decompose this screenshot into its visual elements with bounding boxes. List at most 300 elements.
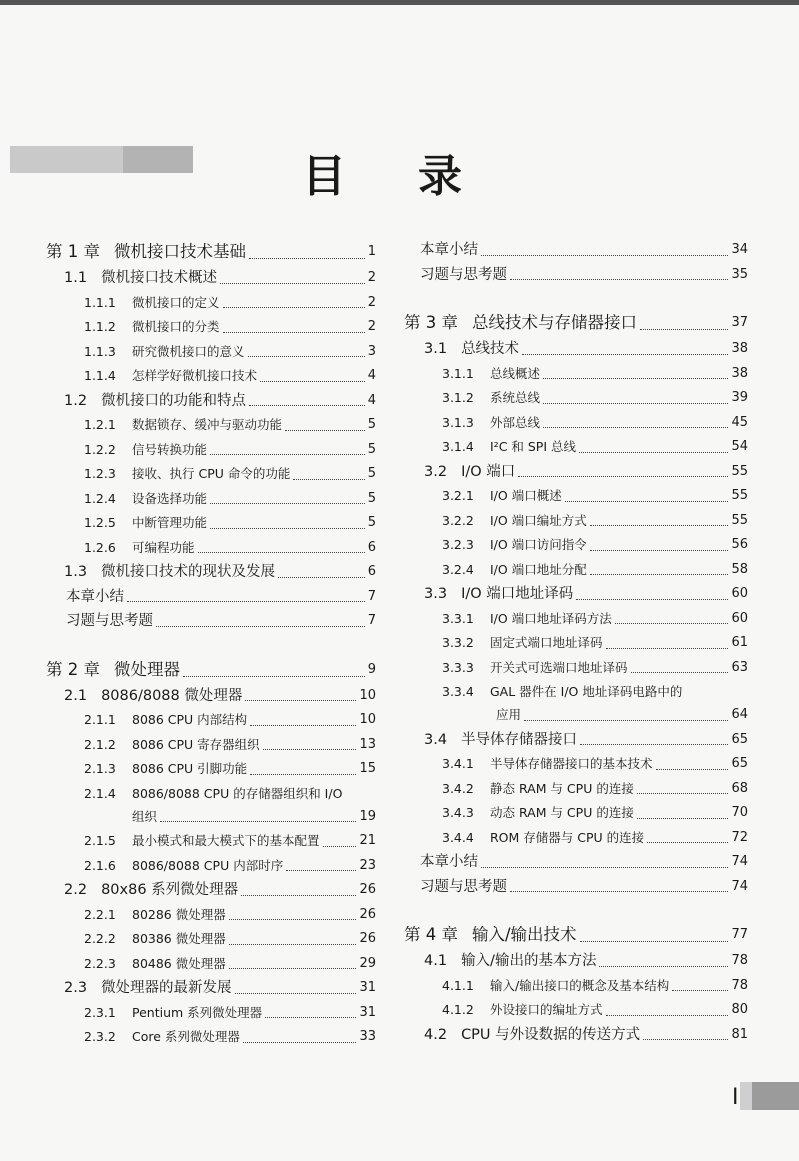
toc-entry[interactable] [46, 364, 376, 389]
title-char-1: 目 [302, 151, 346, 202]
toc-leader-dots [637, 818, 729, 819]
toc-entry-number: 3.3.2 [442, 635, 474, 650]
toc-entry-page: 5 [367, 441, 376, 457]
toc-entry[interactable] [400, 875, 748, 900]
toc-entry-title: I/O 端口 [461, 463, 516, 480]
toc-entry-title: 80x86 系列微处理器 [101, 882, 239, 898]
toc-entry[interactable] [400, 582, 748, 607]
toc-entry-title: 半导体存储器接口的基本技术 [490, 756, 653, 771]
toc-entry[interactable] [400, 411, 748, 436]
toc-entry-title: 怎样学好微机接口技术 [132, 368, 258, 383]
toc-entry-title: 研究微机接口的意义 [132, 343, 245, 359]
toc-entry[interactable] [400, 949, 748, 974]
toc-entry-number: 4.1 [424, 953, 448, 969]
toc-entry[interactable] [46, 585, 376, 610]
toc-leader-dots [565, 501, 729, 502]
toc-entry[interactable] [400, 826, 748, 851]
toc-entry-number: 1.2.4 [84, 490, 116, 506]
toc-entry-page: 6 [367, 564, 376, 579]
toc-entry-page: 61 [731, 635, 748, 650]
toc-entry[interactable] [400, 263, 748, 288]
toc-entry[interactable] [46, 560, 376, 585]
toc-entry-number: 1.1.2 [84, 319, 116, 334]
toc-entry[interactable] [46, 854, 376, 879]
toc-leader-dots [278, 577, 365, 578]
toc-entry-number: 3.1.2 [442, 390, 474, 405]
toc-entry[interactable] [400, 484, 748, 509]
toc-entry[interactable] [46, 829, 376, 854]
toc-entry[interactable] [400, 752, 748, 777]
toc-entry-page: 4 [367, 392, 376, 408]
toc-leader-dots [631, 672, 729, 673]
toc-leader-dots [522, 354, 728, 355]
toc-entry-page: 38 [731, 341, 748, 356]
toc-entry[interactable] [46, 976, 376, 1001]
toc-entry-number: 第 1 章 [46, 242, 100, 261]
toc-entry[interactable] [400, 533, 748, 558]
toc-leader-dots [160, 821, 356, 822]
toc-leader-dots [590, 574, 729, 575]
toc-entry-title: Pentium 系列微处理器 [132, 1004, 263, 1020]
header-decor-bar [10, 146, 193, 173]
toc-entry[interactable] [400, 607, 748, 632]
toc-entry[interactable] [46, 413, 376, 438]
toc-entry-title: 本章小结 [420, 242, 478, 258]
toc-entry-title: 信号转换功能 [132, 441, 208, 457]
toc-leader-dots [249, 405, 365, 406]
toc-entry[interactable] [46, 511, 376, 536]
toc-entry-number: 2.2.3 [84, 955, 116, 971]
toc-entry-page: 2 [367, 319, 376, 334]
toc-leader-dots [293, 479, 364, 480]
toc-entry-page: 65 [731, 756, 748, 771]
toc-entry-title: 固定式端口地址译码 [490, 635, 603, 650]
toc-entry-page: 13 [359, 736, 376, 752]
toc-entry-number: 3.2.4 [442, 561, 474, 577]
toc-entry-number: 4.1.2 [442, 1002, 474, 1017]
toc-entry[interactable] [46, 315, 376, 340]
toc-entry-page: 60 [731, 610, 748, 626]
toc-entry-number: 2.1 [64, 687, 88, 704]
toc-entry-number: 1.2.1 [84, 417, 116, 432]
toc-entry-page: 68 [731, 780, 748, 796]
toc-entry-title: 系统总线 [490, 390, 541, 405]
toc-entry-page: 54 [731, 439, 748, 454]
toc-entry-number: 4.1.1 [442, 977, 474, 993]
toc-entry-title: 总线概述 [490, 365, 541, 381]
toc-entry-title: 最小模式和最大模式下的基本配置 [132, 833, 320, 848]
toc-entry-page: 45 [731, 414, 748, 430]
title-char-2: 录 [418, 151, 462, 202]
toc-entry[interactable] [46, 266, 376, 291]
toc-leader-dots [481, 867, 728, 868]
toc-entry-number: 3.2.2 [442, 512, 474, 528]
toc-entry[interactable] [46, 487, 376, 512]
toc-entry-page: 15 [359, 761, 376, 776]
toc-entry-page: 56 [731, 537, 748, 552]
toc-entry-title: 微机接口技术基础 [114, 242, 246, 261]
toc-leader-dots [210, 503, 365, 504]
toc-entry-number: 3.2 [424, 463, 448, 480]
toc-entry-page: 39 [731, 390, 748, 405]
toc-entry-number: 2.1.5 [84, 833, 116, 848]
toc-entry[interactable] [46, 733, 376, 758]
toc-leader-dots [615, 623, 729, 624]
toc-entry[interactable] [400, 998, 748, 1023]
toc-leader-dots [183, 676, 365, 677]
toc-entry-title: 本章小结 [420, 854, 478, 870]
toc-entry-page: 29 [359, 955, 376, 971]
toc-leader-dots [260, 381, 365, 382]
toc-entry-title: I/O 端口地址译码 [461, 586, 574, 602]
toc-entry-page: 10 [359, 712, 376, 727]
toc-gap [400, 287, 748, 309]
toc-leader-dots [223, 307, 365, 308]
toc-entry[interactable] [400, 728, 748, 753]
toc-entry-title: I²C 和 SPI 总线 [490, 439, 577, 454]
toc-entry-number: 1.2.5 [84, 515, 116, 530]
toc-entry[interactable] [400, 656, 748, 681]
toc-entry-title: ROM 存储器与 CPU 的连接 [490, 829, 645, 845]
toc-entry-page: 7 [367, 613, 376, 628]
toc-entry-page: 5 [367, 417, 376, 432]
toc-entry[interactable] [400, 460, 748, 485]
toc-entry[interactable] [400, 238, 748, 263]
toc-entry-page: 63 [731, 659, 748, 675]
toc-entry-number: 1.1.1 [84, 294, 116, 310]
page-title [302, 150, 462, 204]
toc-entry-title: 总线技术 [461, 341, 520, 357]
toc-entry-number: 1.2.6 [84, 539, 116, 555]
toc-leader-dots [198, 552, 365, 553]
toc-entry-title: 微机接口的定义 [132, 294, 220, 310]
toc-entry-page: 77 [731, 927, 748, 942]
toc-entry-number: 第 3 章 [404, 313, 458, 332]
toc-leader-dots [647, 842, 728, 843]
toc-column-right [400, 238, 748, 1047]
toc-entry[interactable] [46, 684, 376, 709]
toc-entry-title: 80386 微处理器 [132, 931, 226, 946]
toc-entry[interactable] [46, 782, 376, 807]
toc-entry-title: 微机接口的分类 [132, 319, 220, 334]
toc-leader-dots [265, 1017, 356, 1018]
toc-entry[interactable] [400, 850, 748, 875]
toc-entry[interactable] [46, 903, 376, 928]
toc-entry-title: 设备选择功能 [132, 490, 208, 506]
toc-entry-number: 3.1.3 [442, 414, 474, 430]
toc-entry-title: GAL 器件在 I/O 地址译码电路中的 [490, 684, 683, 699]
toc-entry-number: 3.3 [424, 586, 448, 602]
toc-entry-number: 3.4.3 [442, 805, 474, 820]
toc-entry-page: 80 [731, 1002, 748, 1017]
toc-entry-number: 2.3.1 [84, 1004, 116, 1020]
toc-leader-dots [323, 846, 357, 847]
toc-entry-title: 80486 微处理器 [132, 955, 226, 971]
toc-leader-dots [637, 793, 729, 794]
toc-entry-number: 3.4.4 [442, 829, 474, 845]
toc-entry-title: 微处理器的最新发展 [101, 980, 232, 996]
toc-entry-number: 3.2.3 [442, 537, 474, 552]
toc-entry-title: 微机接口技术的现状及发展 [101, 564, 276, 580]
toc-entry-number: 2.1.3 [84, 761, 116, 776]
toc-entry-number: 2.2 [64, 882, 88, 898]
toc-entry-title: I/O 端口概述 [490, 488, 562, 503]
toc-entry-page: 55 [731, 488, 748, 503]
toc-entry-number: 3.3.3 [442, 659, 474, 675]
toc-entry-page: 6 [367, 539, 376, 555]
toc-entry-page: 37 [731, 315, 748, 330]
toc-entry-page: 2 [367, 270, 376, 285]
toc-leader-dots [229, 968, 357, 969]
toc-entry-page: 19 [359, 808, 376, 824]
toc-leader-dots [510, 279, 728, 280]
toc-entry-page: 31 [359, 980, 376, 995]
toc-entry-number: 3.3.4 [442, 684, 474, 699]
toc-entry-page: 55 [731, 463, 748, 479]
toc-entry-number: 2.1.2 [84, 736, 116, 752]
toc-entry-number: 4.2 [424, 1026, 448, 1043]
toc-entry[interactable] [400, 777, 748, 802]
toc-leader-dots [248, 356, 365, 357]
toc-entry-page: 64 [731, 707, 748, 722]
toc-leader-dots [223, 332, 365, 333]
toc-entry-title: I/O 端口地址分配 [490, 561, 587, 577]
toc-entry-number: 2.2.1 [84, 906, 116, 922]
toc-leader-dots [249, 258, 365, 259]
toc-entry-title: 8086/8088 微处理器 [101, 687, 243, 704]
toc-leader-dots [235, 993, 357, 994]
toc-leader-dots [524, 720, 728, 721]
toc-leader-dots [286, 870, 356, 871]
toc-entry-number: 1.1.4 [84, 368, 116, 383]
toc-leader-dots [543, 427, 728, 428]
toc-entry[interactable] [400, 337, 748, 362]
toc-leader-dots [672, 990, 728, 991]
toc-entry-title: CPU 与外设数据的传送方式 [461, 1026, 641, 1043]
toc-entry-title: 动态 RAM 与 CPU 的连接 [490, 805, 634, 820]
toc-entry-number: 3.1 [424, 341, 448, 357]
toc-entry-page: 5 [367, 490, 376, 506]
toc-entry-page: 7 [367, 588, 376, 604]
toc-entry[interactable] [46, 1025, 376, 1050]
toc-entry-title: 输入/输出接口的概念及基本结构 [490, 977, 670, 993]
toc-entry-title: 习题与思考题 [66, 613, 153, 629]
toc-entry-number: 1.1.3 [84, 343, 116, 359]
toc-entry-number: 1.3 [64, 564, 88, 580]
toc-entry-number: 2.1.6 [84, 857, 116, 873]
toc-entry-number: 2.1.4 [84, 785, 116, 801]
toc-entry[interactable] [400, 362, 748, 387]
toc-entry-page: 26 [359, 906, 376, 922]
toc-entry-page: 81 [731, 1026, 748, 1042]
toc-leader-dots [579, 452, 728, 453]
toc-entry[interactable] [46, 291, 376, 316]
toc-entry-page: 74 [731, 854, 748, 869]
toc-entry-title: 8086 CPU 引脚功能 [132, 761, 248, 776]
toc-entry-number: 2.2.2 [84, 931, 116, 946]
toc-entry-page: 9 [367, 661, 376, 677]
toc-entry[interactable] [46, 878, 376, 903]
toc-leader-dots [576, 599, 728, 600]
toc-entry-number: 第 4 章 [404, 925, 458, 944]
toc-entry-title: 接收、执行 CPU 命令的功能 [132, 466, 291, 481]
toc-entry-title: 微处理器 [114, 659, 180, 679]
toc-entry-title: 外部总线 [490, 414, 541, 430]
toc-gap [46, 634, 376, 656]
toc-entry-title: I/O 端口访问指令 [490, 537, 587, 552]
toc-entry-number: 3.1.4 [442, 439, 474, 454]
toc-entry-number: 2.1.1 [84, 712, 116, 727]
toc-entry-page: 72 [731, 829, 748, 845]
toc-entry-page: 2 [367, 294, 376, 310]
toc-entry[interactable] [46, 708, 376, 733]
toc-entry[interactable] [46, 927, 376, 952]
toc-entry-number: 3.2.1 [442, 488, 474, 503]
toc-entry[interactable] [400, 558, 748, 583]
toc-leader-dots [656, 769, 729, 770]
toc-entry-number: 3.4 [424, 731, 448, 748]
toc-entry-title: 8086 CPU 寄存器组织 [132, 736, 260, 752]
toc-entry-page: 5 [367, 466, 376, 481]
toc-entry-title: 输入/输出技术 [472, 925, 577, 944]
toc-entry-page: 21 [359, 833, 376, 848]
toc-entry-page: 33 [359, 1029, 376, 1044]
toc-entry-page: 23 [359, 857, 376, 873]
toc-entry-title: 数据锁存、缓冲与驱动功能 [132, 417, 283, 432]
toc-leader-dots [229, 944, 357, 945]
toc-leader-dots [250, 725, 356, 726]
toc-leader-dots [590, 550, 729, 551]
toc-entry-title: 外设接口的编址方式 [490, 1002, 603, 1017]
toc-entry-page: 31 [359, 1004, 376, 1020]
toc-entry-title: 开关式可选端口地址译码 [490, 659, 628, 675]
toc-entry-title: 8086/8088 CPU 的存储器组织和 I/O [132, 785, 343, 801]
toc-leader-dots [580, 941, 729, 942]
toc-entry[interactable] [400, 974, 748, 999]
toc-entry-page: 38 [731, 365, 748, 381]
toc-entry-page: 55 [731, 512, 748, 528]
toc-entry-title: Core 系列微处理器 [132, 1029, 240, 1044]
toc-entry[interactable] [46, 609, 376, 634]
page-corner-tab [752, 1082, 799, 1110]
toc-entry-title: 组织 [132, 808, 158, 824]
toc-entry[interactable] [46, 806, 376, 829]
toc-leader-dots [263, 749, 357, 750]
header-decor-bar-dark [123, 146, 193, 173]
toc-entry-title: 8086/8088 CPU 内部时序 [132, 857, 284, 873]
toc-leader-dots [643, 1039, 728, 1040]
toc-entry-title: 中断管理功能 [132, 515, 208, 530]
toc-entry[interactable] [46, 536, 376, 561]
toc-gap [400, 899, 748, 921]
toc-entry[interactable] [400, 705, 748, 728]
toc-entry-page: 26 [359, 931, 376, 946]
toc-entry-title: I/O 端口编址方式 [490, 512, 587, 528]
toc-entry[interactable] [46, 462, 376, 487]
toc-entry-number: 1.2 [64, 392, 88, 409]
toc-entry[interactable] [46, 952, 376, 977]
toc-entry-page: 65 [731, 731, 748, 747]
toc-entry-page: 58 [731, 561, 748, 577]
top-edge-band [0, 0, 799, 5]
toc-entry-page: 60 [731, 586, 748, 601]
toc-leader-dots [127, 601, 365, 602]
toc-entry-page: 34 [731, 242, 748, 257]
toc-leader-dots [510, 891, 728, 892]
toc-entry-title: 可编程功能 [132, 539, 195, 555]
toc-entry-title: 微机接口技术概述 [101, 270, 218, 286]
toc-column-left [46, 238, 376, 1050]
toc-entry[interactable] [46, 656, 376, 684]
toc-entry[interactable] [46, 1001, 376, 1026]
toc-entry[interactable] [400, 801, 748, 826]
toc-entry-number: 3.1.1 [442, 365, 474, 381]
toc-leader-dots [250, 774, 356, 775]
toc-leader-dots [229, 919, 357, 920]
toc-entry-number: 3.4.1 [442, 756, 474, 771]
toc-entry[interactable] [46, 389, 376, 414]
toc-entry-number: 第 2 章 [46, 659, 100, 679]
toc-leader-dots [210, 454, 365, 455]
toc-entry-title: 静态 RAM 与 CPU 的连接 [490, 780, 634, 796]
toc-entry[interactable] [400, 680, 748, 705]
toc-entry-title: 输入/输出的基本方法 [461, 953, 597, 969]
toc-entry-page: 10 [359, 687, 376, 703]
toc-entry[interactable] [400, 386, 748, 411]
toc-entry-page: 1 [367, 244, 376, 259]
toc-entry-title: 应用 [496, 707, 522, 722]
toc-leader-dots [481, 255, 728, 256]
toc-entry-page: 35 [731, 266, 748, 282]
toc-entry-title: I/O 端口地址译码方法 [490, 610, 612, 626]
toc-entry-title: 微机接口的功能和特点 [101, 392, 247, 409]
toc-entry-page: 4 [367, 368, 376, 383]
toc-leader-dots [220, 283, 365, 284]
toc-leader-dots [518, 476, 728, 477]
toc-entry-title: 习题与思考题 [420, 878, 507, 895]
toc-leader-dots [156, 626, 365, 627]
toc-leader-dots [285, 430, 365, 431]
toc-entry-title: 80286 微处理器 [132, 906, 226, 922]
toc-entry-page: 26 [359, 882, 376, 897]
toc-entry-number: 2.3.2 [84, 1029, 116, 1044]
toc-entry[interactable] [400, 309, 748, 337]
toc-entry-number: 1.2.3 [84, 466, 116, 481]
toc-entry-page: 78 [731, 977, 748, 993]
toc-entry-page: 70 [731, 805, 748, 820]
toc-entry-title: 本章小结 [66, 588, 124, 605]
toc-entry[interactable] [400, 509, 748, 534]
toc-entry[interactable] [46, 340, 376, 365]
toc-entry-number: 1.2.2 [84, 441, 116, 457]
toc-leader-dots [243, 1042, 357, 1043]
toc-leader-dots [640, 329, 728, 330]
toc-entry[interactable] [46, 757, 376, 782]
toc-leader-dots [606, 1015, 729, 1016]
toc-leader-dots [599, 966, 728, 967]
toc-entry[interactable] [46, 238, 376, 266]
toc-entry-page: 74 [731, 878, 748, 894]
toc-leader-dots [543, 378, 728, 379]
toc-entry[interactable] [400, 1023, 748, 1048]
toc-entry[interactable] [400, 631, 748, 656]
toc-entry-title: 习题与思考题 [420, 266, 507, 283]
toc-entry-title: 总线技术与存储器接口 [472, 313, 637, 332]
toc-entry[interactable] [46, 438, 376, 463]
toc-entry-number: 3.4.2 [442, 780, 474, 796]
toc-entry[interactable] [400, 435, 748, 460]
toc-entry[interactable] [400, 921, 748, 949]
